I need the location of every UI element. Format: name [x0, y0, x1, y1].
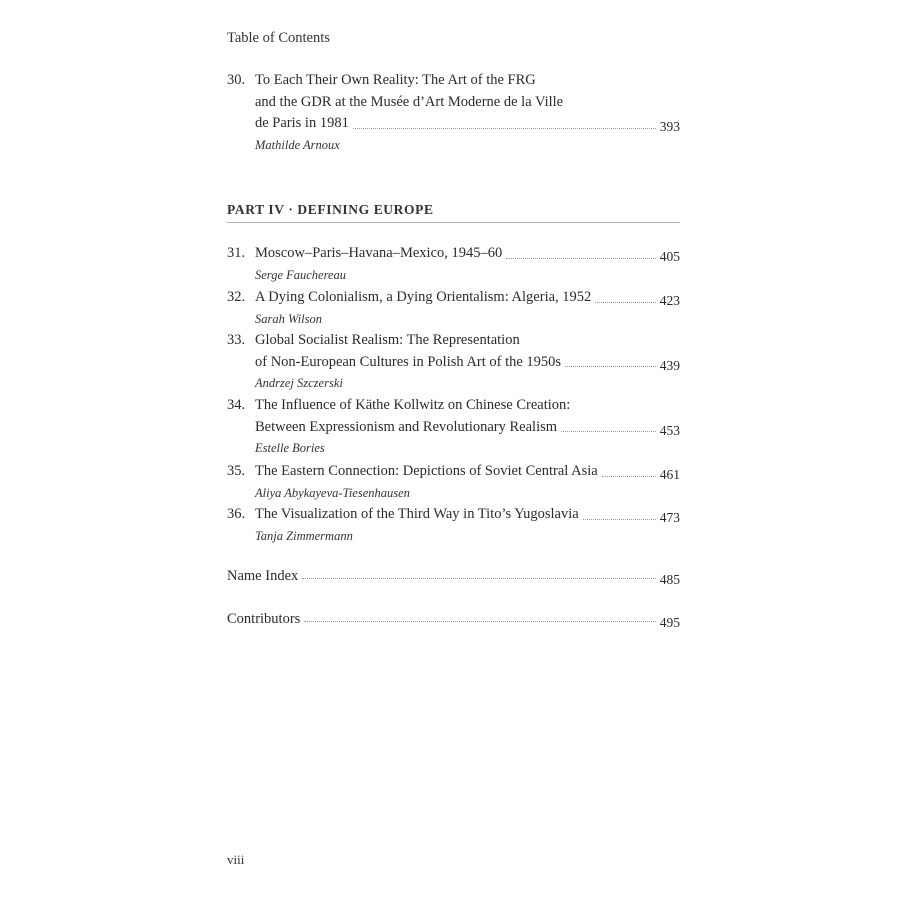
- entry-number: 33.: [227, 332, 246, 348]
- entry-title-line: Global Socialist Realism: The Representation: [255, 332, 520, 348]
- entry-title-line: Moscow–Paris–Havana–Mexico, 1945–60: [255, 245, 503, 261]
- entry-title-line: The Visualization of the Third Way in Tito’s Yugoslavia: [255, 506, 579, 522]
- entry-page-number: 423: [659, 293, 680, 308]
- entry-page-number: 473: [659, 510, 680, 525]
- entry-title-line: A Dying Colonialism, a Dying Orientalism: Algeria, 1952: [255, 289, 592, 305]
- entry-number: 32.: [227, 289, 246, 305]
- dot-leader: [595, 302, 655, 303]
- entry-page-number: 405: [659, 249, 680, 264]
- entry-title-line: To Each Their Own Reality: The Art of the FRG: [255, 72, 536, 88]
- running-head: Table of Contents: [227, 30, 330, 46]
- entry-author: Serge Fauchereau: [255, 267, 347, 282]
- entry-number: 36.: [227, 506, 246, 522]
- backmatter-title: Contributors: [227, 611, 301, 627]
- entry-title-line: and the GDR at the Musée d’Art Moderne de la Ville: [255, 93, 564, 110]
- dot-leader: [353, 128, 656, 129]
- toc-entry-35: [227, 461, 680, 503]
- part-heading: PART IV · DEFINING EUROPE: [227, 202, 680, 223]
- entry-page-number: 461: [659, 467, 680, 482]
- dot-leader: [304, 621, 655, 622]
- dot-leader: [583, 519, 656, 520]
- entry-title-line: The Eastern Connection: Depictions of Soviet Central Asia: [255, 463, 598, 479]
- dot-leader: [506, 258, 655, 259]
- toc-entry-30: [227, 70, 680, 155]
- toc-entry-32: [227, 287, 680, 329]
- toc-entry-31: [227, 243, 680, 285]
- dot-leader: [561, 431, 656, 432]
- toc-entry-name-index: [227, 568, 680, 585]
- entry-page-number: 393: [659, 119, 680, 134]
- entry-author: Andrzej Szczerski: [255, 376, 343, 390]
- entry-author: Sarah Wilson: [255, 311, 323, 326]
- toc-entry-34: [227, 395, 680, 458]
- backmatter-title: Name Index: [227, 568, 299, 584]
- entry-title-line: Between Expressionism and Revolutionary Realism: [255, 418, 558, 435]
- entry-author: Aliya Abykayeva-Tiesenhausen: [255, 485, 410, 500]
- backmatter-page-number: 495: [659, 615, 680, 630]
- entry-number: 30.: [227, 72, 246, 88]
- toc-entry-33: [227, 330, 680, 393]
- toc-entry-36: [227, 504, 680, 546]
- entry-number: 35.: [227, 463, 246, 479]
- entry-author: Mathilde Arnoux: [255, 137, 340, 152]
- dot-leader: [302, 578, 655, 579]
- page-folio: viii: [227, 852, 245, 867]
- dot-leader: [602, 476, 656, 477]
- entry-author: Tanja Zimmermann: [255, 528, 353, 543]
- entry-title-line: The Influence of Käthe Kollwitz on Chinese Creation:: [255, 397, 571, 413]
- backmatter-page-number: 485: [659, 572, 680, 587]
- entry-page-number: 439: [659, 357, 680, 373]
- entry-number: 31.: [227, 245, 246, 261]
- toc-entry-contributors: [227, 611, 680, 628]
- dot-leader: [565, 366, 656, 367]
- entry-title-line: of Non-European Cultures in Polish Art of the 1950s: [255, 353, 562, 370]
- entry-number: 34.: [227, 397, 246, 413]
- entry-page-number: 453: [659, 422, 680, 438]
- entry-title-line: de Paris in 1981: [255, 115, 349, 131]
- entry-author: Estelle Bories: [255, 441, 325, 455]
